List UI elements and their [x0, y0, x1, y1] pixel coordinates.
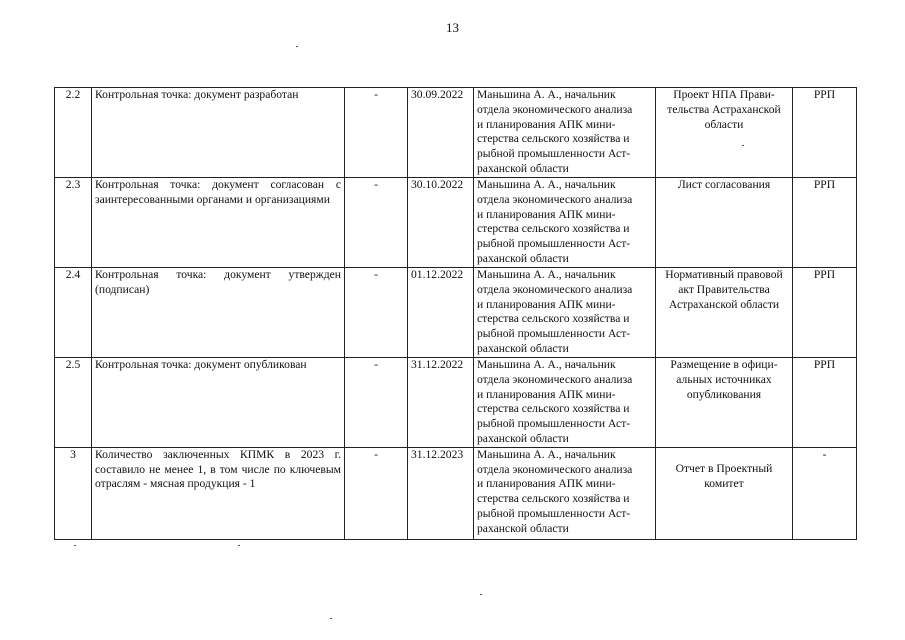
row-start-date: -	[345, 268, 408, 358]
row-end-date: 30.09.2022	[408, 88, 474, 178]
row-end-date: 31.12.2022	[408, 358, 474, 448]
row-document: Проект НПА Прави- тельства Астраханской области	[656, 88, 793, 178]
table-row	[55, 178, 857, 268]
row-document: Размещение в офици- альных источниках опубликования	[656, 358, 793, 448]
scan-speck	[238, 545, 240, 546]
row-control-level: РРП	[793, 178, 857, 268]
row-end-date: 30.10.2022	[408, 178, 474, 268]
plan-table	[54, 87, 857, 540]
row-name: Контрольная точка: документ согласован с заинтересованными органами и организациями	[92, 178, 345, 268]
row-number: 2.3	[55, 178, 92, 268]
scan-speck	[74, 545, 76, 546]
scan-speck	[330, 618, 332, 619]
row-name: Контрольная точка: документ утвержден (подписан)	[92, 268, 345, 358]
row-start-date: -	[345, 88, 408, 178]
row-name: Количество заключенных КПМК в 2023 г. составило не менее 1, в том числе по ключевым отраслям - мясная продукция - 1	[92, 447, 345, 539]
row-end-date: 31.12.2023	[408, 447, 474, 539]
scan-speck	[296, 46, 298, 47]
row-name: Контрольная точка: документ разработан	[92, 88, 345, 178]
table-row	[55, 358, 857, 448]
row-start-date: -	[345, 447, 408, 539]
table-row	[55, 447, 857, 539]
scan-speck	[480, 594, 482, 595]
row-end-date: 01.12.2022	[408, 268, 474, 358]
row-responsible: Маньшина А. А., начальник отдела экономического анализа и планирования АПК мини- стерства сельского хозяйства и рыбной промышленности Аст- раханской области	[474, 178, 656, 268]
row-name: Контрольная точка: документ опубликован	[92, 358, 345, 448]
row-document: Отчет в Проектный комитет	[656, 447, 793, 539]
row-control-level: РРП	[793, 88, 857, 178]
row-number: 2.4	[55, 268, 92, 358]
row-responsible: Маньшина А. А., начальник отдела экономического анализа и планирования АПК мини- стерства сельского хозяйства и рыбной промышленности Аст- раханской области	[474, 358, 656, 448]
row-responsible: Маньшина А. А., начальник отдела экономического анализа и планирования АПК мини- стерства сельского хозяйства и рыбной промышленности Аст- раханской области	[474, 447, 656, 539]
row-start-date: -	[345, 178, 408, 268]
row-control-level: -	[793, 447, 857, 539]
table-row	[55, 88, 857, 178]
table-row	[55, 268, 857, 358]
row-number: 3	[55, 447, 92, 539]
row-control-level: РРП	[793, 268, 857, 358]
row-number: 2.2	[55, 88, 92, 178]
row-control-level: РРП	[793, 358, 857, 448]
row-document: Нормативный правовой акт Правительства Астраханской области	[656, 268, 793, 358]
row-start-date: -	[345, 358, 408, 448]
row-responsible: Маньшина А. А., начальник отдела экономического анализа и планирования АПК мини- стерства сельского хозяйства и рыбной промышленности Аст- раханской области	[474, 268, 656, 358]
row-number: 2.5	[55, 358, 92, 448]
row-document: Лист согласования	[656, 178, 793, 268]
page-number: 13	[446, 20, 459, 35]
row-responsible: Маньшина А. А., начальник отдела экономического анализа и планирования АПК мини- стерства сельского хозяйства и рыбной промышленности Аст- раханской области	[474, 88, 656, 178]
